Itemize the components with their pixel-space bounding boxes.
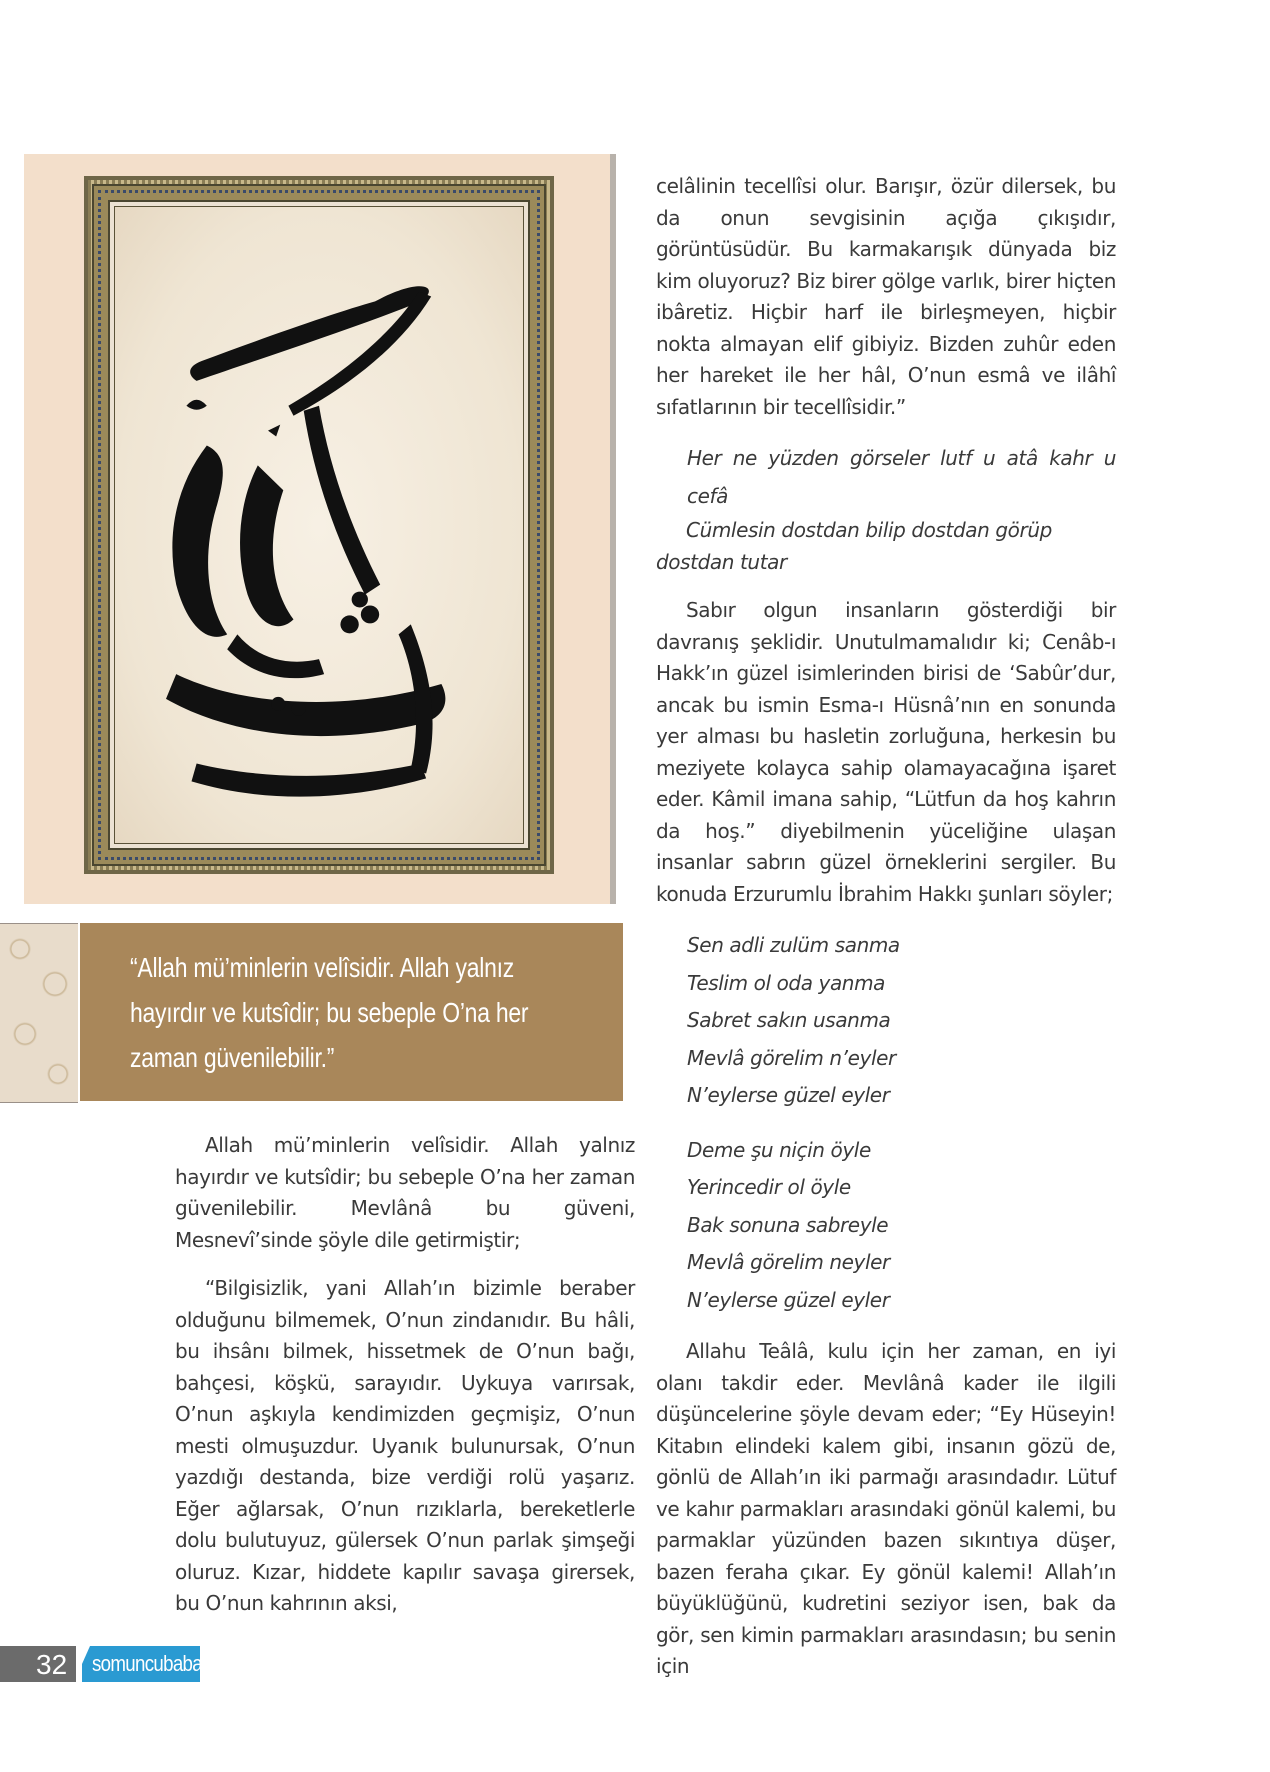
verse-line: Sabret sakın usanma [687,1008,891,1032]
page-number: 32 [36,1649,68,1680]
left-column [175,1130,635,1620]
verse-line: Sen adli zulüm sanma [687,933,900,957]
arabic-calligraphy-icon [115,207,523,843]
verse-block [656,927,1116,1115]
calligraphy-canvas [114,206,524,844]
verse-line: Mevlâ görelim n’eyler [687,1045,896,1070]
verse-block [656,440,1116,578]
pull-quote-box [80,923,623,1101]
floral-ornament [0,923,78,1103]
right-column [656,171,1116,1683]
verse-line: Her ne yüzden görseler lutf u atâ kahr u cefâ [687,446,1116,508]
paragraph: Sabır olgun insanların gösterdiği bir davranış şeklidir. Unutulmamalıdır ki; Cenâb-ı Hakk’ın güzel isimlerinden birisi de ‘Sabûr’dur, ancak bu ismin Esma-ı Hüsnâ’nın en sonunda yer alması bu hasletin zorluğuna, herkesin bu meziyete kolayca sahip olamayacağına işaret eder. Kâmil imana sahip, “Lütfun da hoş kahrın da hoş.” diyebilmenin yüceliğine ulaşan insanlar sabrın güzel örneklerini sergiler. Bu konuda Erzurumlu İbrahim Hakkı şunları söyler; [656,598,1116,906]
verse-line: Yerincedir ol öyle [687,1175,851,1199]
verse-line: Deme şu niçin öyle [687,1137,871,1162]
ornamental-frame [84,176,554,874]
brand-name: somuncubaba [92,1651,203,1676]
paragraph: “Bilgisizlik, yani Allah’ın bizimle beraber olduğunu bilmemek, O’nun zindanıdır. Bu hâli, bu ihsânı bilmek, hissetmek de O’nun bağı, bahçesi, köşkü, sarayıdır. Uykuya varırsak, O’nun aşkıyla kendimizden geçmişiz, O’nun mesti olmuşuzdur. Uyanık bulunursak, O’nun yazdığı destanda, bize verdiği rolü yaşarız. Eğer ağlarsak, O’nun rızıklarla, bereketlerle dolu bulutuyuz, gülersek O’nun parlak şimşeği oluruz. Kızar, hiddete kapılır savaşa girersek, bu O’nun kahrının aksi, [175,1276,635,1615]
paragraph: Allah mü’minlerin velîsidir. Allah yalnız hayırdır ve kutsîdir; bu sebeple O’na her zaman güvenilebilir. Mevlânâ bu güveni, Mesnevî’sinde şöyle dile getirmiştir; [175,1133,635,1252]
verse-line: Teslim ol oda yanma [687,970,886,995]
pull-quote: “Allah mü’minlerin velîsidir. Allah yalnız hayırdır ve kutsîdir; bu sebeple O’na her zaman güvenilebilir.” [130,952,529,1073]
paragraph: celâlinin tecellîsi olur. Barışır, özür dilersek, bu da onun sevgisinin açığa çıkışıdır, görüntüsüdür. Bu karmakarışık dünyada biz kim oluyoruz? Biz birer gölge varlık, birer hiçten ibâretiz. Hiçbir harf ile birleşmeyen, hiçbir nokta almayan elif gibiyiz. Bizden zuhûr eden her hareket ile her hâl, O’nun esmâ ve ilâhî sıfatlarının bir tecellîsidir.” [656,174,1116,419]
calligraphy-image [24,154,616,904]
verse-line: Cümlesin dostdan bilip dostdan görüp dostdan tutar [656,518,1052,574]
verse-block [656,1132,1116,1320]
verse-line: N’eylerse güzel eyler [687,1083,890,1107]
verse-line: Bak sonuna sabreyle [687,1212,889,1237]
verse-line: Mevlâ görelim neyler [687,1250,890,1274]
frame-border [94,186,544,864]
paragraph: Allahu Teâlâ, kulu için her zaman, en iyi olanı takdir eder. Mevlânâ kader ile ilgili düşüncelerine şöyle devam eder; “Ey Hüseyin! Kitabın elindeki kalem gibi, insanın gözü de, gönlü de Allah’ın iki parmağı arasındadır. Lütuf ve kahır parmakları arasındaki gönül kalemi, bu parmaklar yüzünden bazen sıkıntıya düşer, bazen feraha çıkar. Ey gönül kalemi! Allah’ın büyüklüğünü, kudretini seziyor isen, bak da gör, sen kimin parmakları arasındasın; bu senin için [656,1339,1116,1678]
verse-line: N’eylerse güzel eyler [687,1287,890,1312]
